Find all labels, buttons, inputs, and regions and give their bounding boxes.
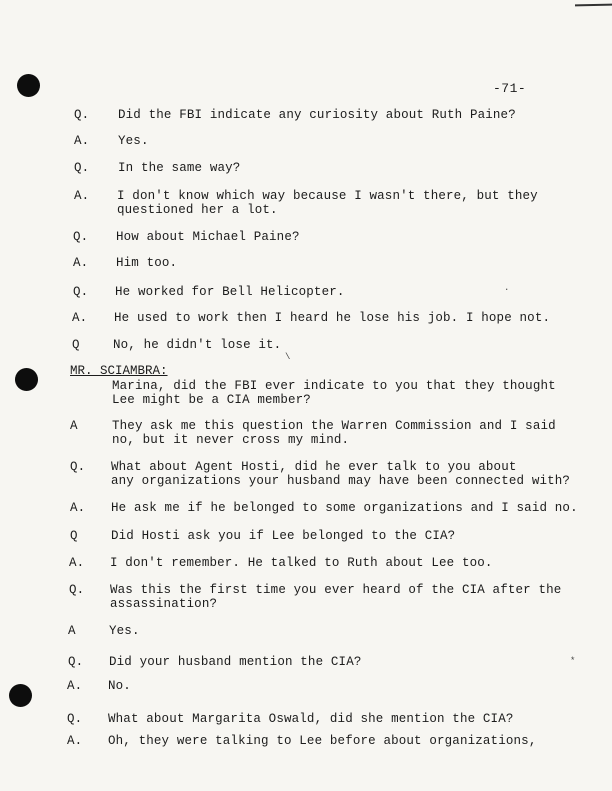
speech-line: no, but it never cross my mind.: [112, 433, 350, 447]
speech-line: What about Agent Hosti, did he ever talk to you about: [111, 460, 517, 474]
scan-speck: *: [570, 656, 576, 666]
scan-edge-mark: [575, 4, 612, 7]
speaker-label: A.: [73, 256, 89, 270]
speaker-label: Q.: [73, 285, 89, 299]
speaker-label: A.: [70, 501, 86, 515]
speech-line: questioned her a lot.: [117, 203, 278, 217]
speaker-label: A.: [67, 679, 83, 693]
speech-line: In the same way?: [118, 161, 241, 175]
speech-line: Did Hosti ask you if Lee belonged to the CIA?: [111, 529, 456, 543]
punch-hole-top: [17, 74, 40, 97]
page-number: -71-: [493, 81, 527, 96]
scan-speck: ·: [504, 285, 510, 295]
speaker-label: Q.: [74, 161, 90, 175]
speech-line: They ask me this question the Warren Commission and I said: [112, 419, 556, 433]
speaker-label: A.: [74, 189, 90, 203]
speech-line: I don't know which way because I wasn't there, but they: [117, 189, 538, 203]
speaker-label: Q: [72, 338, 80, 352]
speech-line: He worked for Bell Helicopter.: [115, 285, 345, 299]
speech-line: Him too.: [116, 256, 178, 270]
speech-line: assassination?: [110, 597, 218, 611]
speaker-label: A.: [67, 734, 83, 748]
speaker-label: A: [68, 624, 76, 638]
speech-line: Lee might be a CIA member?: [112, 393, 311, 407]
speech-line: Oh, they were talking to Lee before about organizations,: [108, 734, 537, 748]
speech-line: I don't remember. He talked to Ruth about Lee too.: [110, 556, 493, 570]
speaker-label: A.: [72, 311, 88, 325]
speech-line: He ask me if he belonged to some organizations and I said no.: [111, 501, 578, 515]
speaker-label: A.: [74, 134, 90, 148]
speech-line: Did your husband mention the CIA?: [109, 655, 362, 669]
speaker-label: A.: [69, 556, 85, 570]
heading-speech: [112, 379, 556, 407]
speaker-label: Q.: [73, 230, 89, 244]
speaker-label: Q.: [69, 583, 85, 597]
speech-line: He used to work then I heard he lose his job. I hope not.: [114, 311, 551, 325]
speaker-label: Q.: [67, 712, 83, 726]
speech-line: Marina, did the FBI ever indicate to you that they thought: [112, 379, 556, 393]
speech-line: Yes.: [118, 134, 149, 148]
speech-line: No, he didn't lose it.: [113, 338, 282, 352]
speaker-heading: MR. SCIAMBRA:: [70, 364, 168, 378]
punch-hole-middle: [15, 368, 38, 391]
speech-line: No.: [108, 679, 131, 693]
speaker-label: Q.: [74, 108, 90, 122]
speaker-label: Q.: [68, 655, 84, 669]
scan-speck: \: [285, 352, 291, 362]
speech-line: How about Michael Paine?: [116, 230, 300, 244]
speech-line: Yes.: [109, 624, 140, 638]
punch-hole-bottom: [9, 684, 32, 707]
speech-line: any organizations your husband may have been connected with?: [111, 474, 571, 488]
speaker-label: Q: [70, 529, 78, 543]
speech-line: What about Margarita Oswald, did she mention the CIA?: [108, 712, 514, 726]
speech-line: Was this the first time you ever heard of the CIA after the: [110, 583, 562, 597]
speech-line: Did the FBI indicate any curiosity about Ruth Paine?: [118, 108, 516, 122]
speaker-label: A: [70, 419, 78, 433]
speaker-label: Q.: [70, 460, 86, 474]
